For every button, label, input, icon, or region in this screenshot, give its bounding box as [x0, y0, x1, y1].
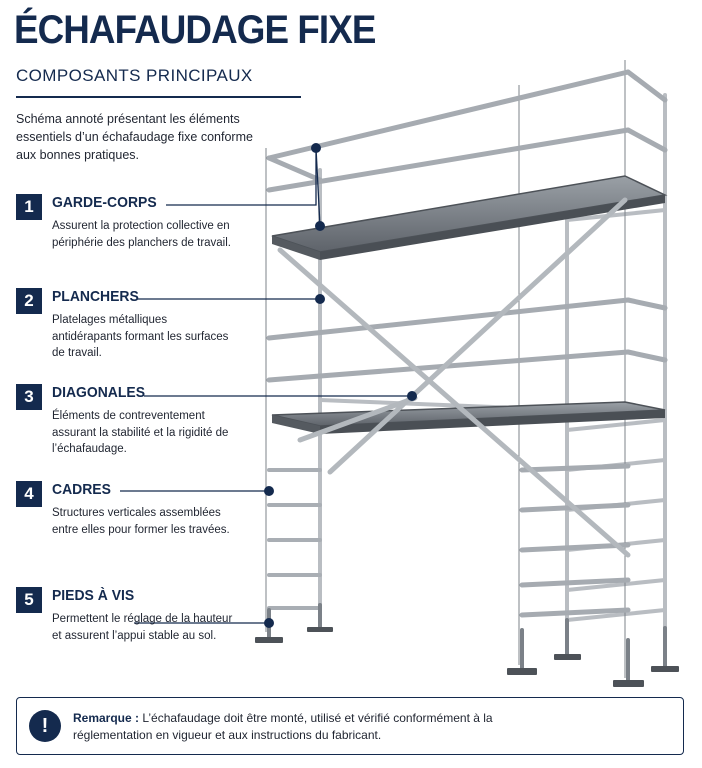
component-title: PIEDS À VIS	[52, 587, 135, 604]
component-title: PLANCHERS	[52, 288, 139, 305]
exclamation-icon: !	[29, 710, 61, 742]
component-title: GARDE-CORPS	[52, 194, 157, 211]
component-number-badge: 2	[16, 288, 42, 314]
component-description: Assurent la protection collective en périphérie des planchers de travail.	[52, 220, 231, 249]
component-description: Permettent le réglage de la hauteur et assurent l’appui stable au sol.	[52, 613, 233, 642]
front-posts	[269, 60, 628, 678]
component-description: Structures verticales assemblées entre elles pour former les travées.	[52, 507, 230, 536]
component-title: DIAGONALES	[52, 384, 146, 401]
component-number-badge: 4	[16, 481, 42, 507]
page-subtitle: COMPOSANTS PRINCIPAUX	[16, 66, 253, 85]
remark-box	[16, 697, 684, 755]
component-number-badge: 1	[16, 194, 42, 220]
remark-label: Remarque :	[73, 711, 140, 725]
component-number-badge: 3	[16, 384, 42, 410]
component-number-badge: 5	[16, 587, 42, 613]
intro-text: Schéma annoté présentant les éléments essentiels d’un échafaudage fixe conforme aux bonnes pratiques.	[16, 112, 253, 162]
remark-text	[73, 710, 503, 744]
component-title: CADRES	[52, 481, 111, 498]
base-plates	[255, 627, 679, 687]
component-description: Éléments de contreventement assurant la stabilité et la rigidité de l’échafaudage.	[52, 410, 229, 455]
guard-rails	[269, 72, 665, 190]
remark-body: L’échafaudage doit être monté, utilisé et vérifié conformément à la réglementation en vigueur et aux instructions du fabricant.	[73, 711, 493, 742]
left-frame-rungs	[269, 470, 320, 608]
component-description: Platelages métalliques antidérapants formant les surfaces de travail.	[52, 314, 229, 359]
page-title: ÉCHAFAUDAGE FIXE	[14, 8, 376, 52]
